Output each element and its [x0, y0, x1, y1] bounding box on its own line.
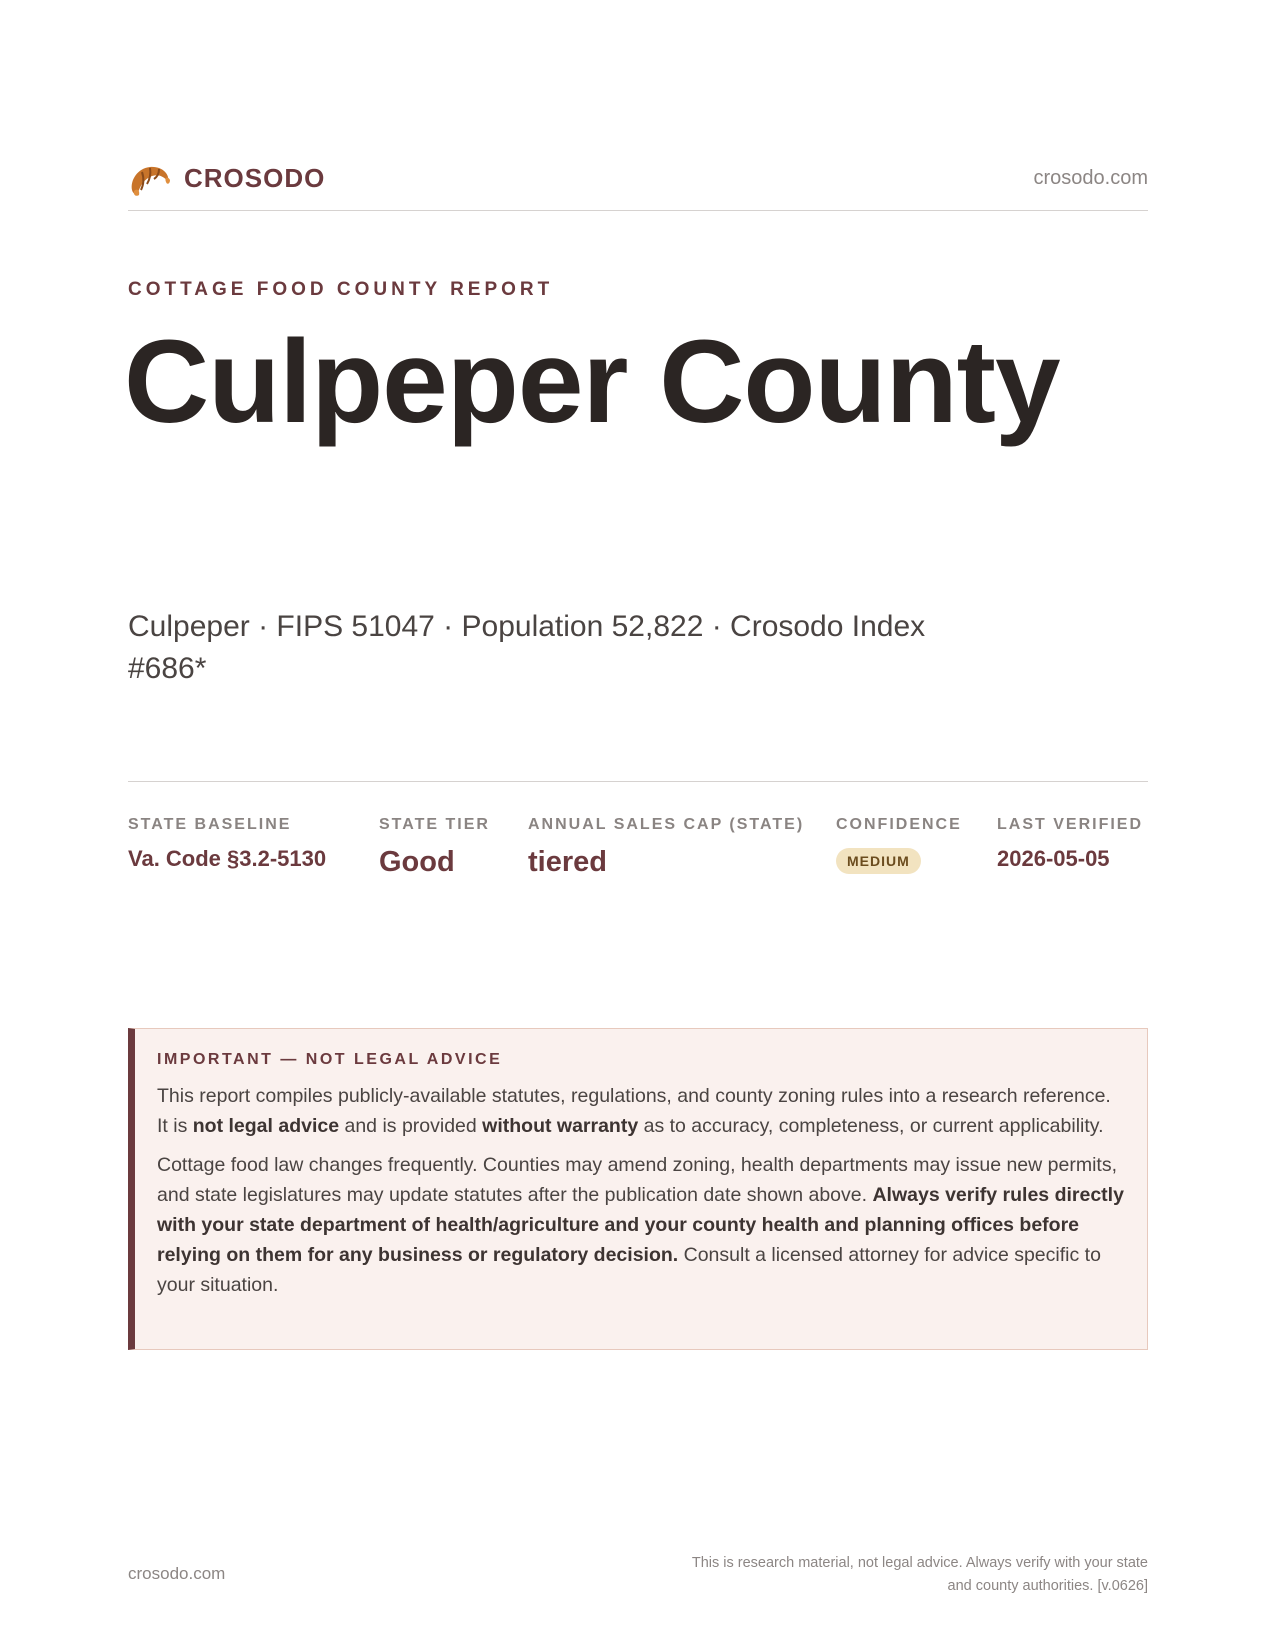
stat-label: STATE BASELINE — [128, 816, 292, 833]
stat-last-verified — [997, 816, 1143, 872]
site-url[interactable]: crosodo.com — [1033, 167, 1148, 189]
stat-label: STATE TIER — [379, 816, 490, 833]
stat-label: ANNUAL SALES CAP (STATE) — [528, 816, 805, 833]
stat-label: CONFIDENCE — [836, 816, 962, 833]
text-run: as to accuracy, completeness, or current applicability. — [638, 1115, 1104, 1137]
text-run: This report compiles publicly-available statutes, regulations, and county zoning rules into a research reference. It is — [157, 1085, 1111, 1137]
page-title: Culpeper County — [124, 316, 1060, 448]
stat-value: Va. Code §3.2-5130 — [128, 846, 327, 871]
legal-disclaimer-box — [128, 1028, 1148, 1350]
text-run: and is provided — [339, 1115, 483, 1137]
footer-line: This is research material, not legal advice. Always verify with your state — [691, 1555, 1148, 1571]
brand-name: CROSODO — [184, 163, 326, 193]
stat-value: Good — [379, 846, 455, 878]
stat-state-baseline — [128, 816, 326, 872]
county-summary: Culpeper · FIPS 51047 · Population 52,822 · Crosodo Index #686* — [128, 610, 926, 685]
footer-site-url[interactable]: crosodo.com — [128, 1564, 226, 1583]
emphasis-text: not legal advice — [192, 1115, 340, 1137]
disclaimer-heading: IMPORTANT — NOT LEGAL ADVICE — [157, 1051, 503, 1068]
emphasis-text: Always verify rules directly with your state department of health/agriculture and your county health and planning offices before relying on them for any business or regulatory decision. — [157, 1184, 1124, 1266]
disclaimer-paragraph — [157, 1081, 1125, 1141]
header-divider — [128, 210, 1148, 211]
brand-header — [128, 158, 1148, 202]
croissant-icon — [128, 160, 172, 200]
emphasis-text: without warranty — [482, 1115, 639, 1137]
stats-divider — [128, 781, 1148, 782]
stat-label: LAST VERIFIED — [997, 816, 1144, 833]
text-run: Cottage food law changes frequently. Counties may amend zoning, health departments may issue new permits, and state legislatures may update statutes after the publication date shown above. — [157, 1154, 1117, 1206]
report-eyebrow: COTTAGE FOOD COUNTY REPORT — [128, 279, 554, 300]
stat-value: tiered — [528, 846, 607, 878]
confidence-badge: MEDIUM — [836, 848, 921, 874]
stat-annual-sales-cap — [528, 816, 804, 879]
footer-disclaimer — [628, 1552, 1148, 1598]
stat-state-tier — [379, 816, 490, 879]
stat-confidence — [836, 816, 962, 874]
text-run: Consult a licensed attorney for advice specific to your situation. — [157, 1244, 1101, 1296]
footer-line: and county authorities. [v.0626] — [947, 1578, 1148, 1594]
disclaimer-body — [157, 1081, 1125, 1309]
report-page — [124, 0, 1148, 1650]
disclaimer-paragraph — [157, 1150, 1125, 1300]
stat-value: 2026-05-05 — [997, 846, 1110, 871]
